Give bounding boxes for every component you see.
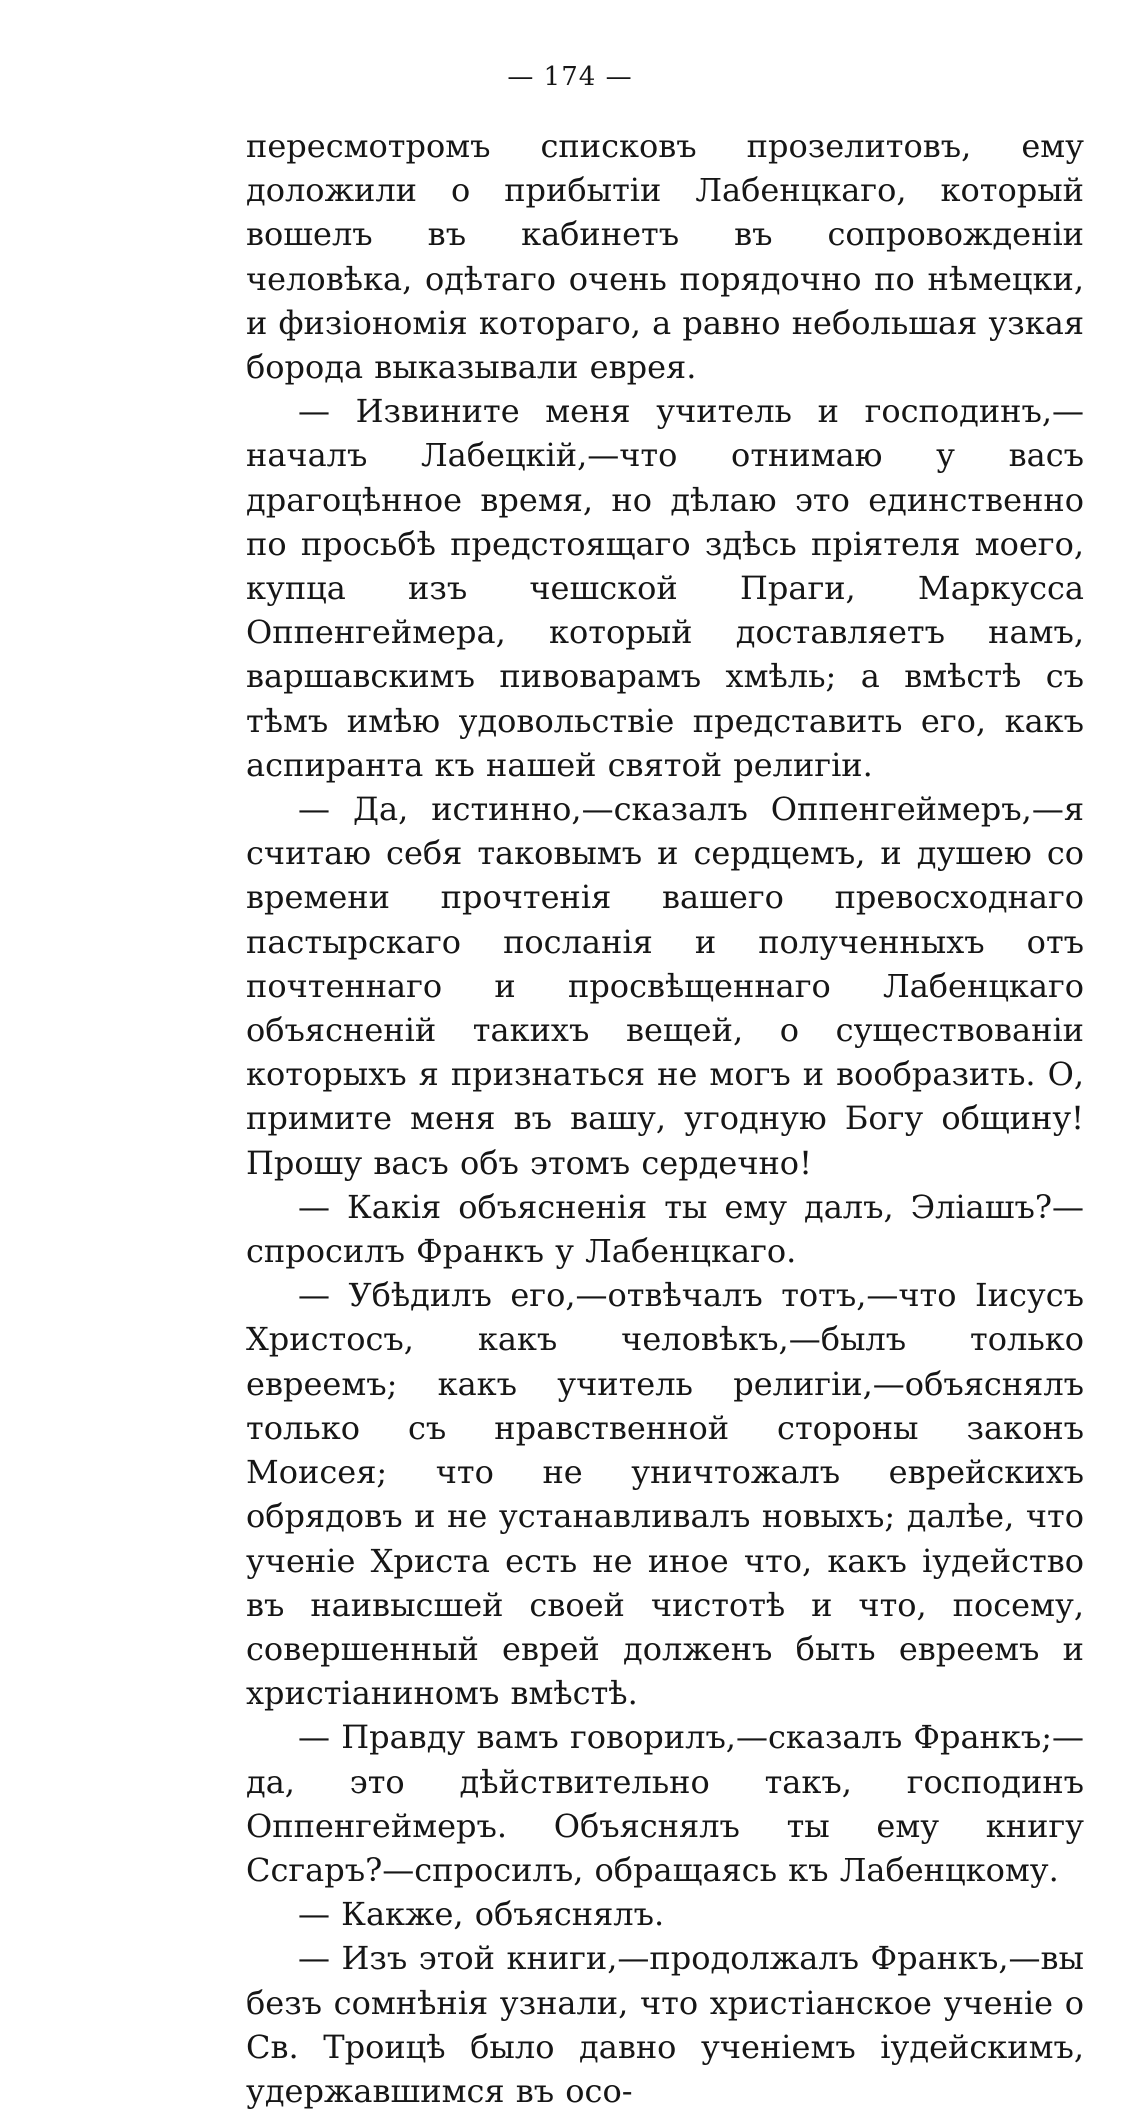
- paragraph: — Правду вамъ говорилъ,—сказалъ Франкъ;—да, это дѣйствительно такъ, господинъ Оппенгеймеръ. Объяснялъ ты ему книгу Ссгаръ?—спросилъ, обращаясь къ Лабенцкому.: [246, 1718, 1084, 1889]
- paragraph: — Да, истинно,—сказалъ Оппенгеймеръ,—я считаю себя таковымъ и сердцемъ, и душею со времени прочтенія вашего превосходнаго пастырскаго посланія и полученныхъ отъ почтеннаго и просвѣщеннаго Лабенцкаго объясненій такихъ вещей, о существованіи которыхъ я признаться не могъ и вообразить. О, примите меня въ вашу, угодную Богу общину! Прошу васъ объ этомъ сердечно!: [246, 790, 1084, 1182]
- paragraph: — Извините меня учитель и господинъ,—началъ Лабецкій,—что отнимаю у васъ драгоцѣнное время, но дѣлаю это единственно по просьбѣ предстоящаго здѣсь пріятеля моего, купца изъ чешской Праги, Маркусса Оппенгеймера, который доставляетъ намъ, варшавскимъ пивоварамъ хмѣль; а вмѣстѣ съ тѣмъ имѣю удовольствіе представить его, какъ аспиранта къ нашей святой религіи.: [246, 392, 1084, 784]
- paragraph: — Какже, объяснялъ.: [298, 1895, 665, 1934]
- page-number: — 174 —: [507, 62, 633, 92]
- paragraph: — Какія объясненія ты ему далъ, Эліашъ?—спросилъ Франкъ у Лабенцкаго.: [246, 1187, 1084, 1271]
- page-body: [246, 124, 1084, 2113]
- paragraph: пересмотромъ списковъ прозелитовъ, ему доложили о прибытіи Лабенцкаго, который вошелъ въ кабинетъ въ сопровожденіи человѣка, одѣтаго очень порядочно по нѣмецки, и физіономія котораго, а равно небольшая узкая борода выказывали еврея.: [246, 127, 1084, 387]
- paragraph: — Изъ этой книги,—продолжалъ Франкъ,—вы безъ сомнѣнія узнали, что христіанское ученіе о Св. Троицѣ было давно ученіемъ іудейскимъ, удержавшимся въ осо-: [246, 1939, 1084, 2110]
- paragraph: — Убѣдилъ его,—отвѣчалъ тотъ,—что Іисусъ Христосъ, какъ человѣкъ,—былъ только евреемъ; какъ учитель религіи,—объяснялъ только съ нравственной стороны законъ Моисея; что не уничтожалъ еврейскихъ обрядовъ и не устанавливалъ новыхъ; далѣе, что ученіе Христа есть не иное что, какъ іудейство въ наивысшей своей чистотѣ и что, посему, совершенный еврей долженъ быть евреемъ и христіаниномъ вмѣстѣ.: [246, 1276, 1084, 1713]
